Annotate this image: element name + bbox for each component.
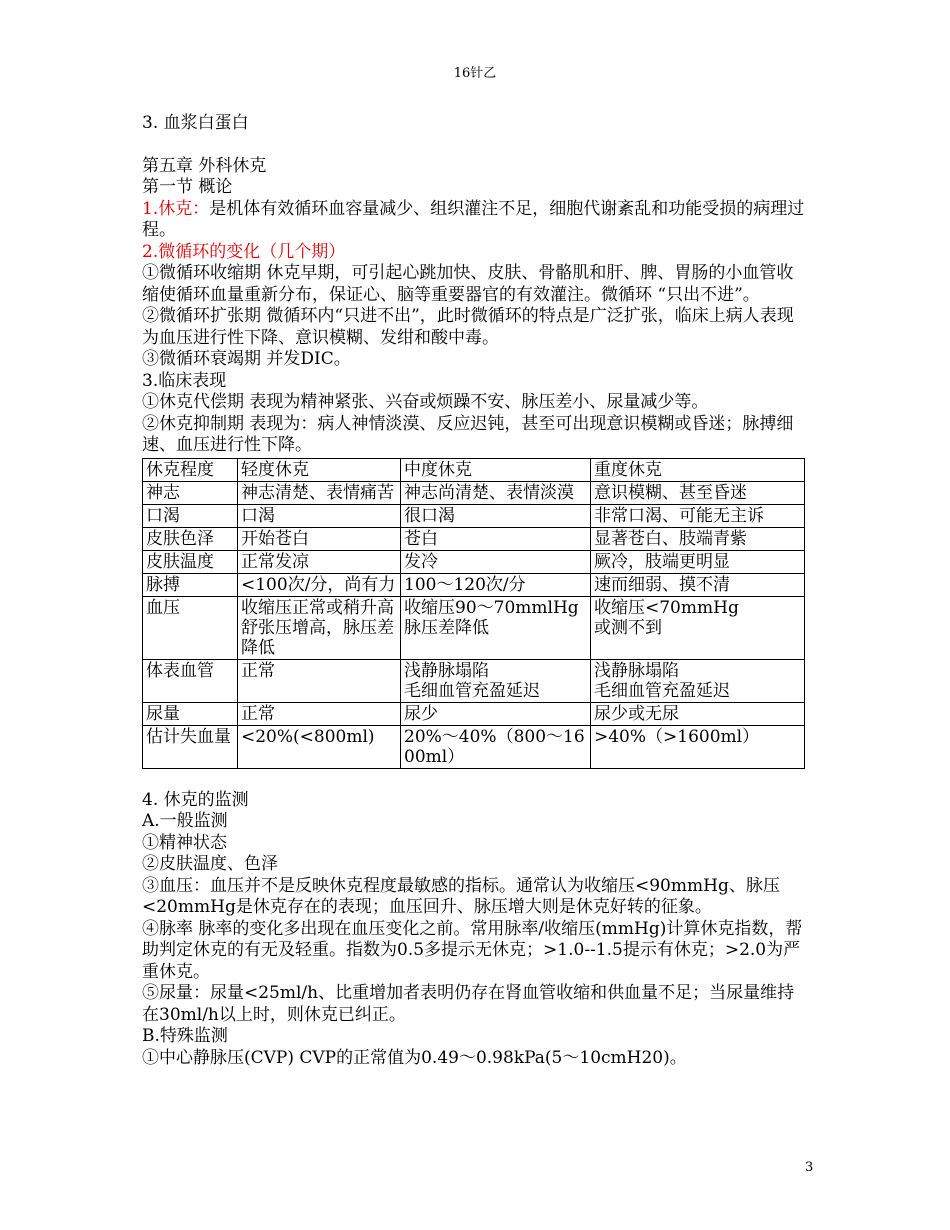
- table-cell: 血压: [143, 596, 238, 659]
- table-cell: 厥冷，肢端更明显: [591, 550, 805, 573]
- table-cell: 估计失血量: [143, 725, 238, 768]
- table-cell: 脉搏: [143, 573, 238, 596]
- definition-label: 1.休克：: [142, 198, 210, 219]
- table-cell: 20%～40%（800～1600ml）: [401, 725, 591, 768]
- monitoring-item: ⑤尿量：尿量<25ml/h、比重增加者表明仍存在肾血管收缩和供血量不足；当尿量维持在30ml/h以上时，则休克已纠正。: [142, 983, 795, 1025]
- microcirculation-stage-3: ③微循环衰竭期 并发DIC。: [142, 349, 351, 369]
- general-monitoring: A.一般监测: [142, 811, 228, 831]
- table-cell: 开始苍白: [238, 527, 401, 550]
- table-cell: 尿少或无尿: [591, 702, 805, 725]
- table-row: [143, 550, 805, 573]
- table-cell: 很口渴: [401, 504, 591, 527]
- table-cell: 发冷: [401, 550, 591, 573]
- table-header-cell: 轻度休克: [238, 458, 401, 481]
- section-plasma-albumin: 3. 血浆白蛋白: [142, 113, 249, 133]
- table-header-cell: 中度休克: [401, 458, 591, 481]
- table-cell: 神志清楚、表情痛苦: [238, 481, 401, 504]
- table-cell: 口渴: [143, 504, 238, 527]
- table-cell: 浅静脉塌陷 毛细血管充盈延迟: [401, 659, 591, 702]
- table-cell: >40%（>1600ml）: [591, 725, 805, 768]
- shock-severity-table: [142, 458, 805, 769]
- table-header-cell: 重度休克: [591, 458, 805, 481]
- document-body: [142, 113, 810, 1069]
- special-monitoring: B.特殊监测: [142, 1026, 228, 1046]
- table-cell: 收缩压正常或稍升高 舒张压增高，脉压差降低: [238, 596, 401, 659]
- table-cell: 浅静脉塌陷 毛细血管充盈延迟: [591, 659, 805, 702]
- table-cell: 正常: [238, 702, 401, 725]
- table-cell: 收缩压<70mmHg 或测不到: [591, 596, 805, 659]
- table-cell: 口渴: [238, 504, 401, 527]
- microcirculation-heading: 2.微循环的变化（几个期）: [142, 241, 346, 262]
- clinical-stage-1: ①休克代偿期 表现为精神紧张、兴奋或烦躁不安、脉压差小、尿量减少等。: [142, 392, 709, 412]
- monitoring-item: ①中心静脉压(CVP) CVP的正常值为0.49～0.98kPa(5～10cmH20)。: [142, 1047, 687, 1068]
- microcirculation-stage-1: ①微循环收缩期 休克早期，可引起心跳加快、皮肤、骨骼肌和肝、脾、胃肠的小血管收缩使循环血量重新分布，保证心、脑等重要器官的有效灌注。微循环 “只出不进”。: [142, 263, 794, 305]
- table-row: [143, 573, 805, 596]
- table-cell: 100～120次/分: [401, 573, 591, 596]
- table-cell: 苍白: [401, 527, 591, 550]
- table-cell: 显著苍白、肢端青紫: [591, 527, 805, 550]
- table-cell: 非常口渴、可能无主诉: [591, 504, 805, 527]
- table-cell: 体表血管: [143, 659, 238, 702]
- table-cell: <100次/分，尚有力: [238, 573, 401, 596]
- table-row: [143, 702, 805, 725]
- table-header-cell: 休克程度: [143, 458, 238, 481]
- monitoring-item: ④脉率 脉率的变化多出现在血压变化之前。常用脉率/收缩压(mmHg)计算休克指数，帮助判定休克的有无及轻重。指数为0.5多提示无休克；>1.0--1.5提示有休克；>2.0为严重休克。: [142, 918, 803, 982]
- table-row: [143, 596, 805, 659]
- clinical-heading: 3.临床表现: [142, 370, 227, 391]
- table-row: [143, 659, 805, 702]
- section-title: 第一节 概论: [142, 177, 233, 197]
- page-header: 16针乙: [453, 66, 497, 81]
- table-cell: 正常发凉: [238, 550, 401, 573]
- monitoring-heading: 4. 休克的监测: [142, 789, 249, 810]
- table-row: [143, 725, 805, 768]
- shock-definition: [142, 199, 810, 242]
- monitoring-item: ①精神状态: [142, 832, 227, 853]
- table-cell: 皮肤色泽: [143, 527, 238, 550]
- table-cell: 意识模糊、甚至昏迷: [591, 481, 805, 504]
- clinical-stage-2: ②休克抑制期 表现为：病人神情淡漠、反应迟钝，甚至可出现意识模糊或昏迷；脉搏细速、血压进行性下降。: [142, 413, 794, 455]
- table-cell: 尿量: [143, 702, 238, 725]
- table-cell: 速而细弱、摸不清: [591, 573, 805, 596]
- table-cell: 皮肤温度: [143, 550, 238, 573]
- table-header-row: [143, 458, 805, 481]
- table-row: [143, 481, 805, 504]
- table-row: [143, 504, 805, 527]
- table-cell: 神志尚清楚、表情淡漠: [401, 481, 591, 504]
- table-cell: <20%(<800ml): [238, 725, 401, 768]
- table-cell: 收缩压90～70mmlHg 脉压差降低: [401, 596, 591, 659]
- definition-text: 是机体有效循环血容量减少、组织灌注不足，细胞代谢紊乱和功能受损的病理过程。: [142, 198, 805, 240]
- table-row: [143, 527, 805, 550]
- monitoring-item: ③血压：血压并不是反映休克程度最敏感的指标。通常认为收缩压<90mmHg、脉压<20mmHg是休克存在的表现；血压回升、脉压增大则是休克好转的征象。: [142, 875, 780, 917]
- microcirculation-stage-2: ②微循环扩张期 微循环内“只进不出”，此时微循环的特点是广泛扩张，临床上病人表现为血压进行性下降、意识模糊、发绀和酸中毒。: [142, 306, 794, 348]
- page-number: 3: [805, 1160, 814, 1175]
- chapter-title: 第五章 外科休克: [142, 155, 267, 176]
- monitoring-item: ②皮肤温度、色泽: [142, 854, 278, 874]
- table-cell: 尿少: [401, 702, 591, 725]
- table-cell: 神志: [143, 481, 238, 504]
- table-cell: 正常: [238, 659, 401, 702]
